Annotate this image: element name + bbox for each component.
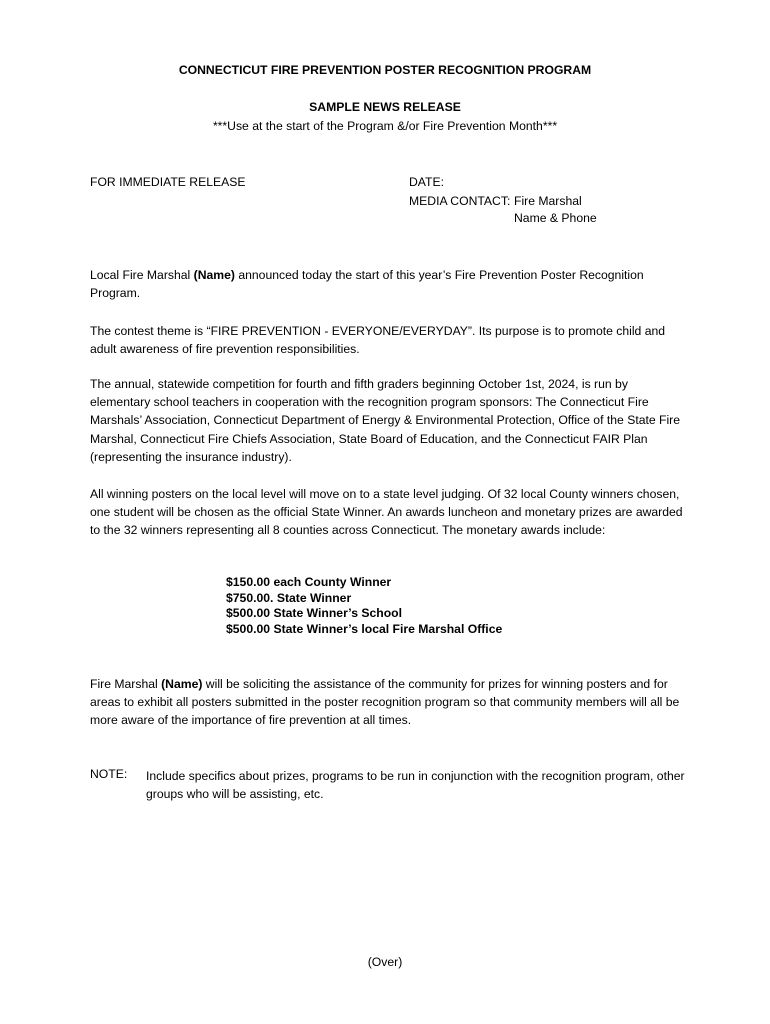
- date-label: DATE:: [409, 175, 444, 189]
- paragraph-theme: The contest theme is “FIRE PREVENTION - EVERYONE/EVERYDAY”. Its purpose is to promote child and adult awareness of fire prevention responsibilities.: [90, 324, 666, 357]
- media-contact-label: MEDIA CONTACT:: [409, 194, 511, 208]
- note-label: NOTE:: [90, 767, 128, 781]
- p1-text-before: Local Fire Marshal: [90, 268, 194, 282]
- p5-text-after: will be soliciting the assistance of the community for prizes for winning posters and for areas to exhibit all posters submitted in the poster recognition program so that community members will all be more aware of the importance of fire prevention at all times.: [90, 677, 680, 728]
- contact-line-2: Name & Phone: [514, 211, 597, 225]
- award-item: $500.00 State Winner’s local Fire Marshal Office: [226, 621, 503, 636]
- p5-text-before: Fire Marshal: [90, 677, 162, 691]
- name-placeholder: (Name): [193, 268, 235, 282]
- paragraph-announcement: [90, 266, 690, 302]
- awards-list: [226, 575, 502, 637]
- contact-line-1: Fire Marshal: [514, 194, 582, 208]
- award-item: $150.00 each County Winner: [226, 575, 392, 589]
- note-text: Include specifics about prizes, programs to be run in conjunction with the recognition program, other groups who will be assisting, etc.: [146, 769, 685, 802]
- usage-note: ***Use at the start of the Program &/or Fire Prevention Month***: [212, 119, 558, 133]
- award-item: $750.00. State Winner: [226, 590, 352, 605]
- paragraph-soliciting: [90, 675, 690, 730]
- paragraph-judging: All winning posters on the local level will move on to a state level judging. Of 32 local County winners chosen, one student will be chosen as the official State Winner. An awards luncheon and monetary prizes are awarded to the 32 winners representing all 8 counties across Connecticut. The monetary awards include:: [90, 487, 683, 538]
- program-title: CONNECTICUT FIRE PREVENTION POSTER RECOGNITION PROGRAM: [178, 63, 592, 77]
- p1-text-after: announced today the start of this year’s Fire Prevention Poster Recognition Program.: [90, 268, 644, 301]
- paragraph-competition: The annual, statewide competition for fourth and fifth graders beginning October 1st, 2024, is run by elementary school teachers in cooperation with the recognition program sponsors: The Connecticut Fire Marshals’ Association, Connecticut Department of Energy & Environmental Protection, Office of the State Fire Marshal, Connecticut Fire Chiefs Association, State Board of Education, and the Connecticut FAIR Plan (representing the insurance industry).: [90, 377, 681, 464]
- name-placeholder: (Name): [161, 677, 203, 691]
- over-label: (Over): [367, 955, 403, 969]
- release-title: SAMPLE NEWS RELEASE: [309, 100, 461, 114]
- award-item: $500.00 State Winner’s School: [226, 606, 402, 620]
- immediate-release-label: FOR IMMEDIATE RELEASE: [90, 175, 246, 189]
